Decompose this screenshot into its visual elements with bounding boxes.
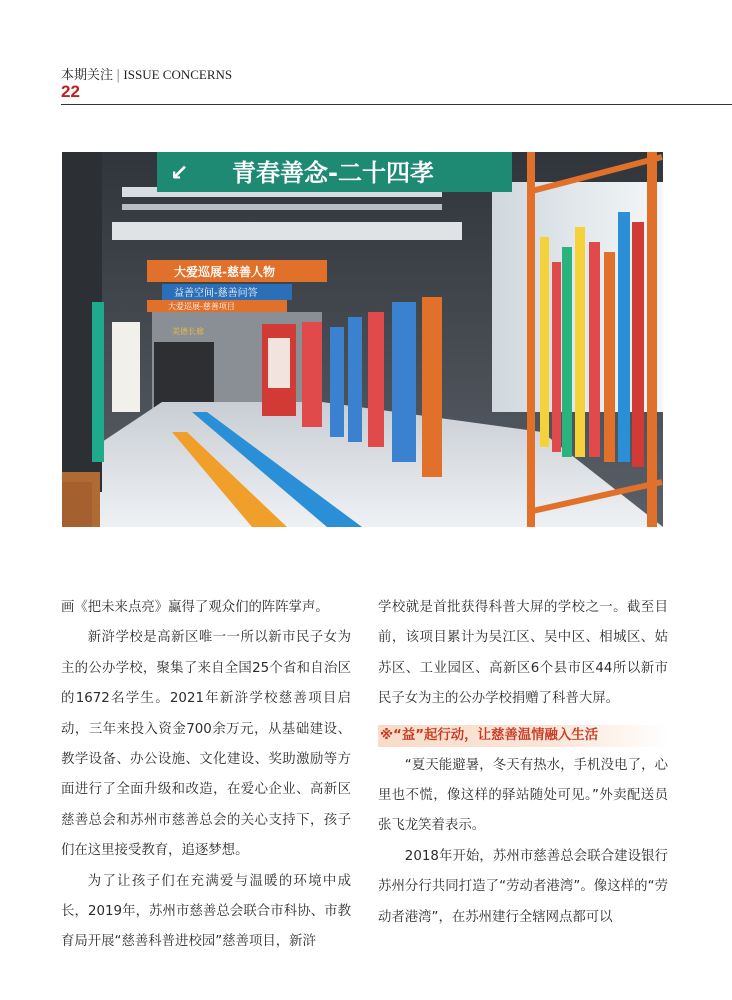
left-paragraph-1: 画《把未来点亮》赢得了观众们的阵阵掌声。 [61,600,329,615]
left-paragraph-3: 为了让孩子们在充满爱与温暖的环境中成长，2019年，苏州市慈善总会联合市科协、市教育局开展“慈善科普进校园”慈善项目，新浒 [61,873,351,950]
left-column [61,593,351,958]
photo-sign-3: 大爱巡展-慈善项目 [168,302,235,311]
right-paragraph-2: “夏天能避暑，冬天有热水，手机没电了，心里也不慌，像这样的驿站随处可见。”外卖配送员张飞龙笑着表示。 [378,757,668,834]
right-column [378,593,668,933]
section-subheading: ※“益”起行动，让慈善温情融入生活 [378,725,668,747]
left-paragraph-2: 新浒学校是高新区唯一一所以新市民子女为主的公办学校，聚集了来自全国25个省和自治区的1672名学生。2021年新浒学校慈善项目启动，三年来投入资金700余万元，从基础建设、教学设备、办公设施、文化建设、奖助激励等方面进行了全面升级和改造，在爱心企业、高新区慈善总会和苏州市慈善总会的关心支持下，孩子们在这里接受教育，追逐梦想。 [61,630,351,859]
right-paragraph-1: 学校就是首批获得科普大屏的学校之一。截至目前，该项目累计为吴江区、吴中区、相城区、姑苏区、工业园区、高新区6个县市区44所以新市民子女为主的公办学校捐赠了科普大屏。 [378,600,668,707]
header-rule [61,104,732,105]
photo-sign-2: 益善空间-慈善问答 [174,288,258,299]
section-title [61,64,232,83]
section-title-cn: 本期关注 [61,68,114,83]
header-separator: | [116,68,121,83]
page-number: 22 [61,82,80,101]
photo-main-sign: 青春善念-二十四孝 [232,159,434,187]
photo-sign-4: 美德长廊 [172,327,204,336]
running-header [61,64,232,83]
photo-sign-1: 大爱巡展-慈善人物 [174,265,275,279]
svg-text:↙: ↙ [170,161,189,186]
corridor-photo [62,152,663,527]
section-title-en: ISSUE CONCERNS [123,67,233,82]
right-paragraph-3: 2018年开始，苏州市慈善总会联合建设银行苏州分行共同打造了“劳动者港湾”。像这样的“劳动者港湾”，在苏州建行全辖网点都可以 [378,848,668,925]
